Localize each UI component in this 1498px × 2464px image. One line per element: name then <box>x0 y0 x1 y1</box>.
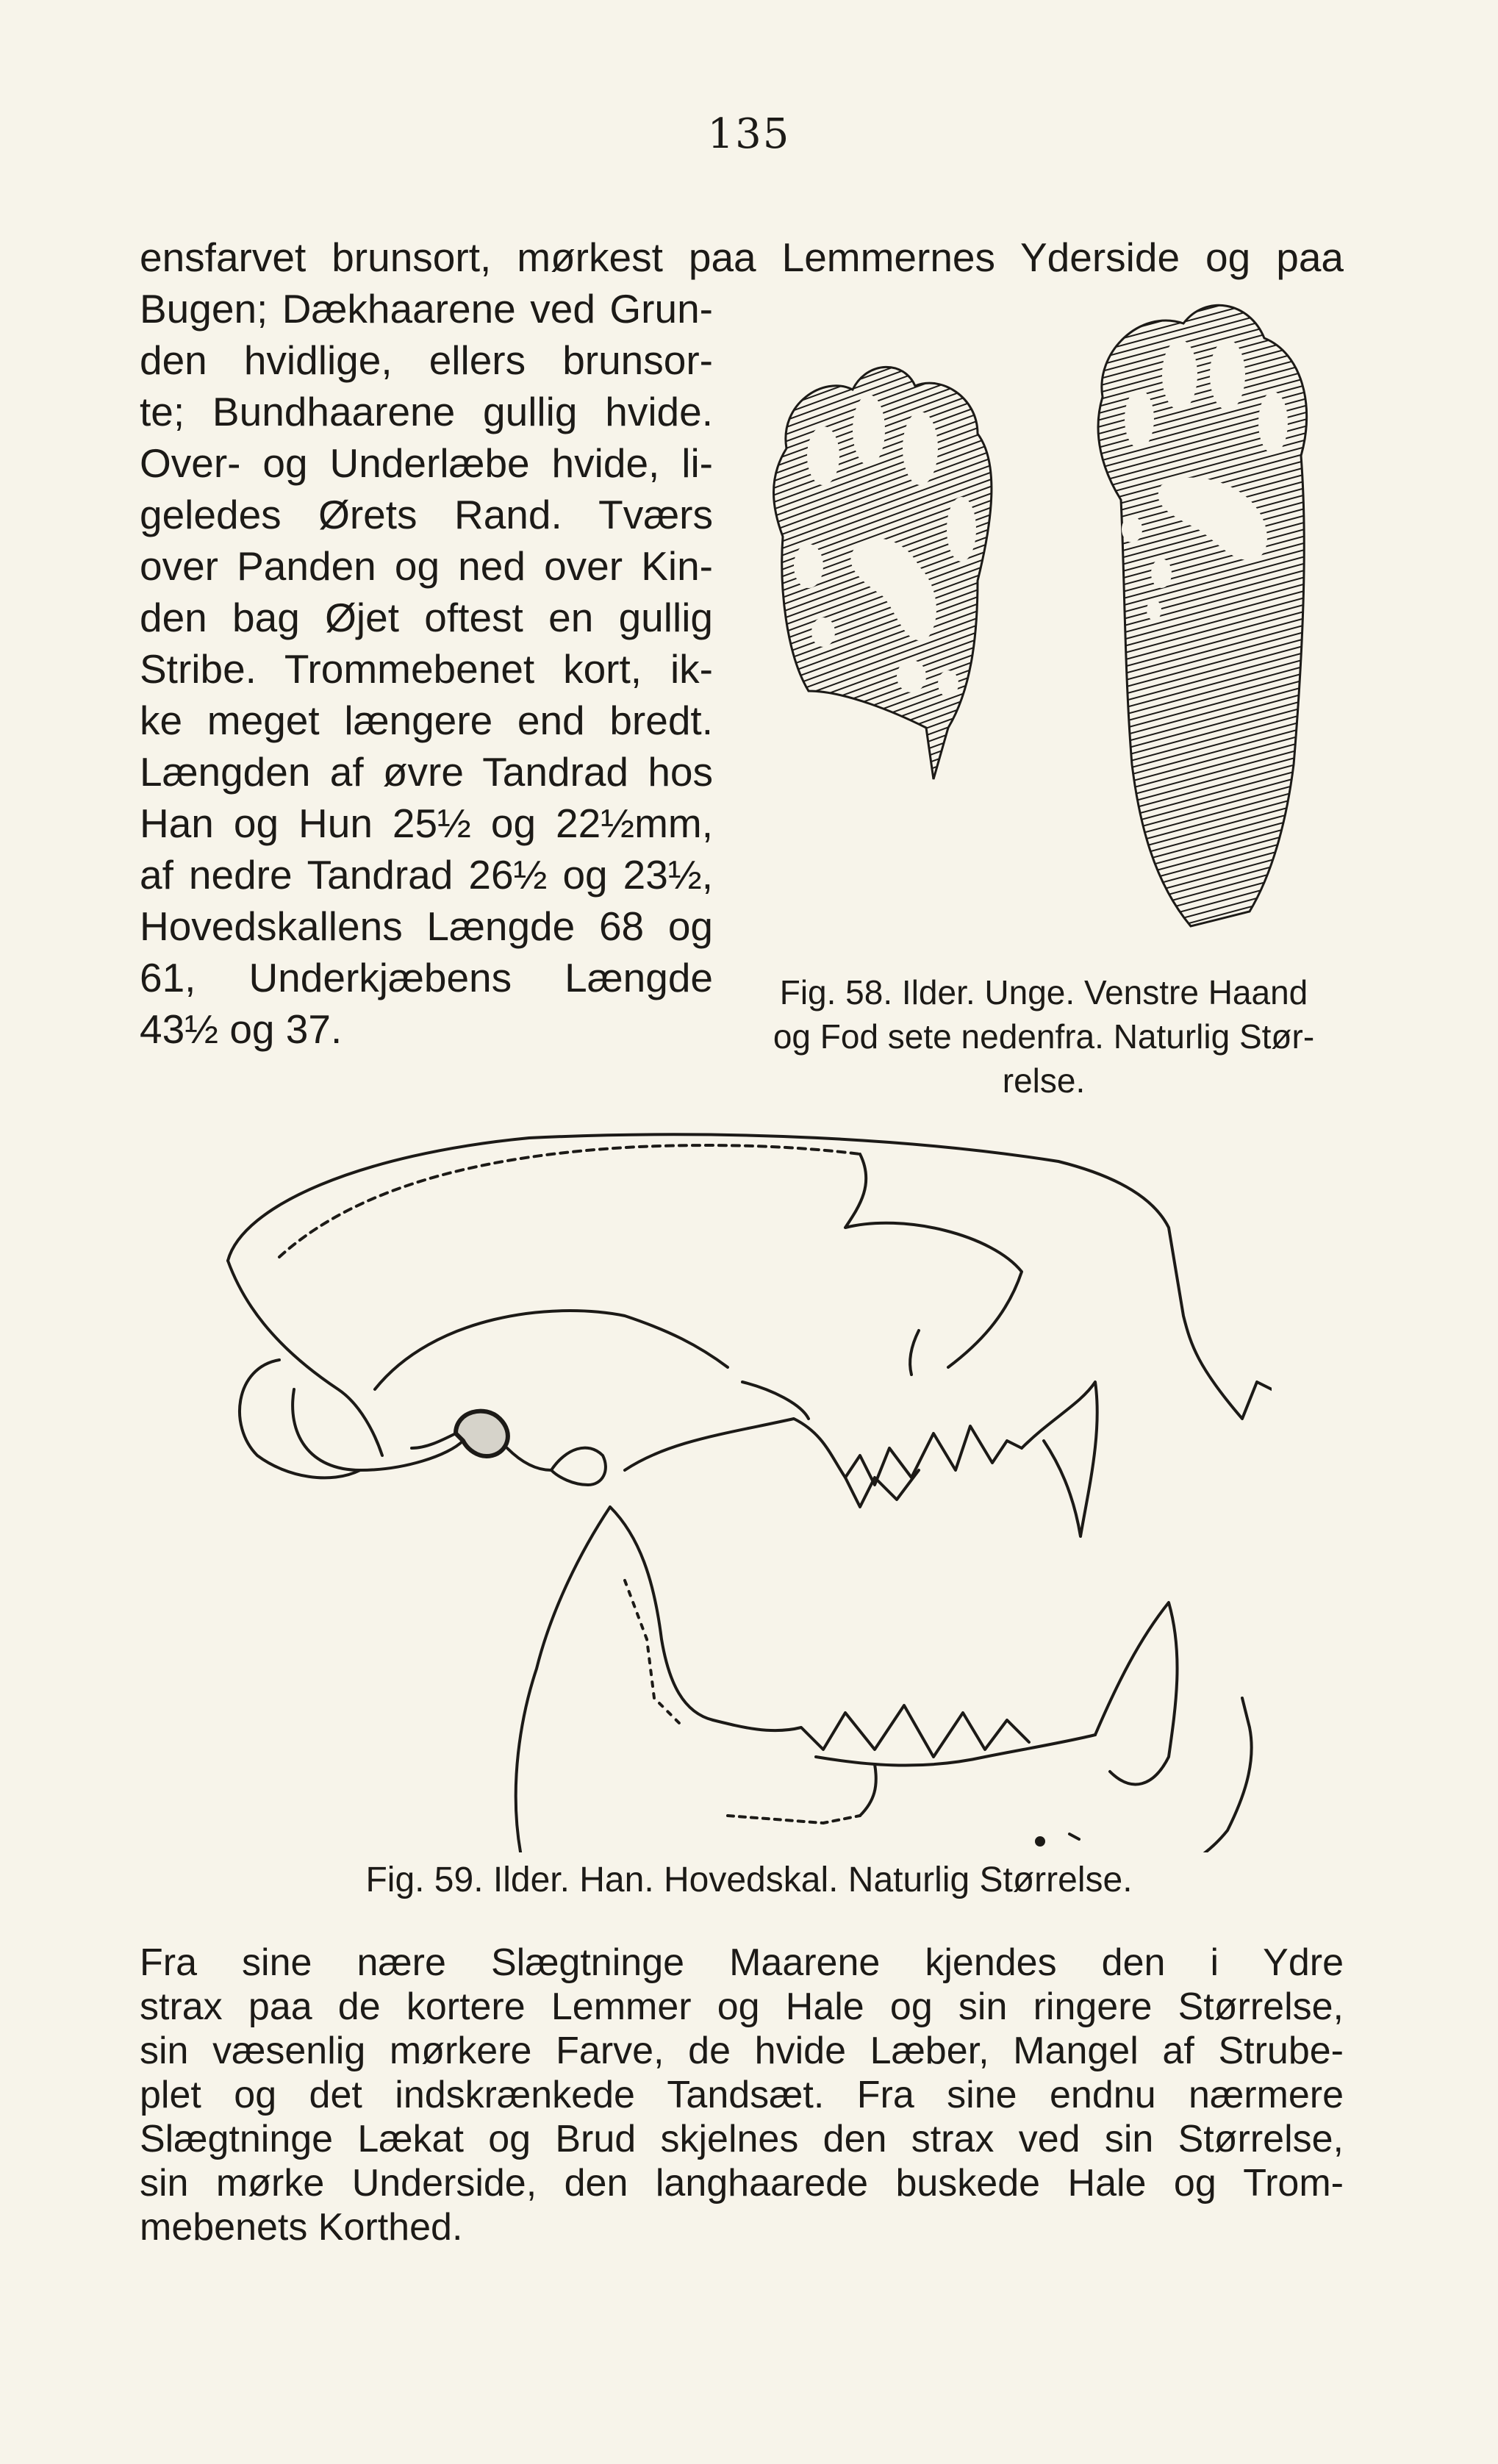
paragraph-line: plet og det indskrænkede Tandsæt. Fra sine endnu nærmere <box>140 2074 1344 2116</box>
paragraph-line: mebenets Korthed. <box>140 2206 463 2249</box>
paragraph-line: sin væsenlig mørkere Farve, de hvide Læber, Mangel af Strube- <box>140 2030 1344 2072</box>
column-line: den hvidlige, ellers brunsor- <box>140 337 713 383</box>
column-line: Over- og Underlæbe hvide, li- <box>140 440 713 486</box>
paragraph-line: strax paa de kortere Lemmer og Hale og sin ringere Størrelse, <box>140 1985 1344 2028</box>
paw-foot-illustration <box>1081 294 1316 956</box>
column-line: den bag Øjet oftest en gullig <box>140 595 713 640</box>
column-line: Stribe. Trommebenet kort, ik- <box>140 646 713 692</box>
skull-illustration <box>213 1125 1272 1852</box>
column-line: af nedre Tandrad 26½ og 23½, <box>140 852 713 898</box>
fig59-caption: Fig. 59. Ilder. Han. Hovedskal. Naturlig Størrelse. <box>365 1860 1133 1899</box>
column-line: te; Bundhaarene gullig hvide. <box>140 389 713 434</box>
column-line: 43½ og 37. <box>140 1006 343 1052</box>
paragraph-line: Slægtninge Lækat og Brud skjelnes den strax ved sin Størrelse, <box>140 2118 1344 2160</box>
column-line: Hovedskallens Længde 68 og <box>140 903 713 949</box>
fig58-caption-line: relse. <box>1002 1061 1086 1100</box>
paw-hand-illustration <box>757 345 1007 801</box>
column-line: ke meget længere end bredt. <box>140 698 713 743</box>
body-line-intro: ensfarvet brunsort, mørkest paa Lemmernes Yderside og paa <box>140 234 1344 280</box>
column-line: Bugen; Dækhaarene ved Grun- <box>140 286 713 332</box>
fig58-caption-line: og Fod sete nedenfra. Naturlig Stør- <box>773 1017 1315 1056</box>
column-line: over Panden og ned over Kin- <box>140 543 713 589</box>
paragraph-line: Fra sine nære Slægtninge Maarene kjendes den i Ydre <box>140 1941 1344 1984</box>
column-line: Han og Hun 25½ og 22½mm, <box>140 801 713 846</box>
paragraph-line: sin mørke Underside, den langhaarede buskede Hale og Trom- <box>140 2162 1344 2205</box>
column-line: Længden af øvre Tandrad hos <box>140 749 713 795</box>
column-line: geledes Ørets Rand. Tværs <box>140 492 713 537</box>
fig58-caption-line: Fig. 58. Ilder. Unge. Venstre Haand <box>779 973 1308 1011</box>
column-line: 61, Underkjæbens Længde <box>140 955 713 1000</box>
page-number: 135 <box>707 110 791 158</box>
